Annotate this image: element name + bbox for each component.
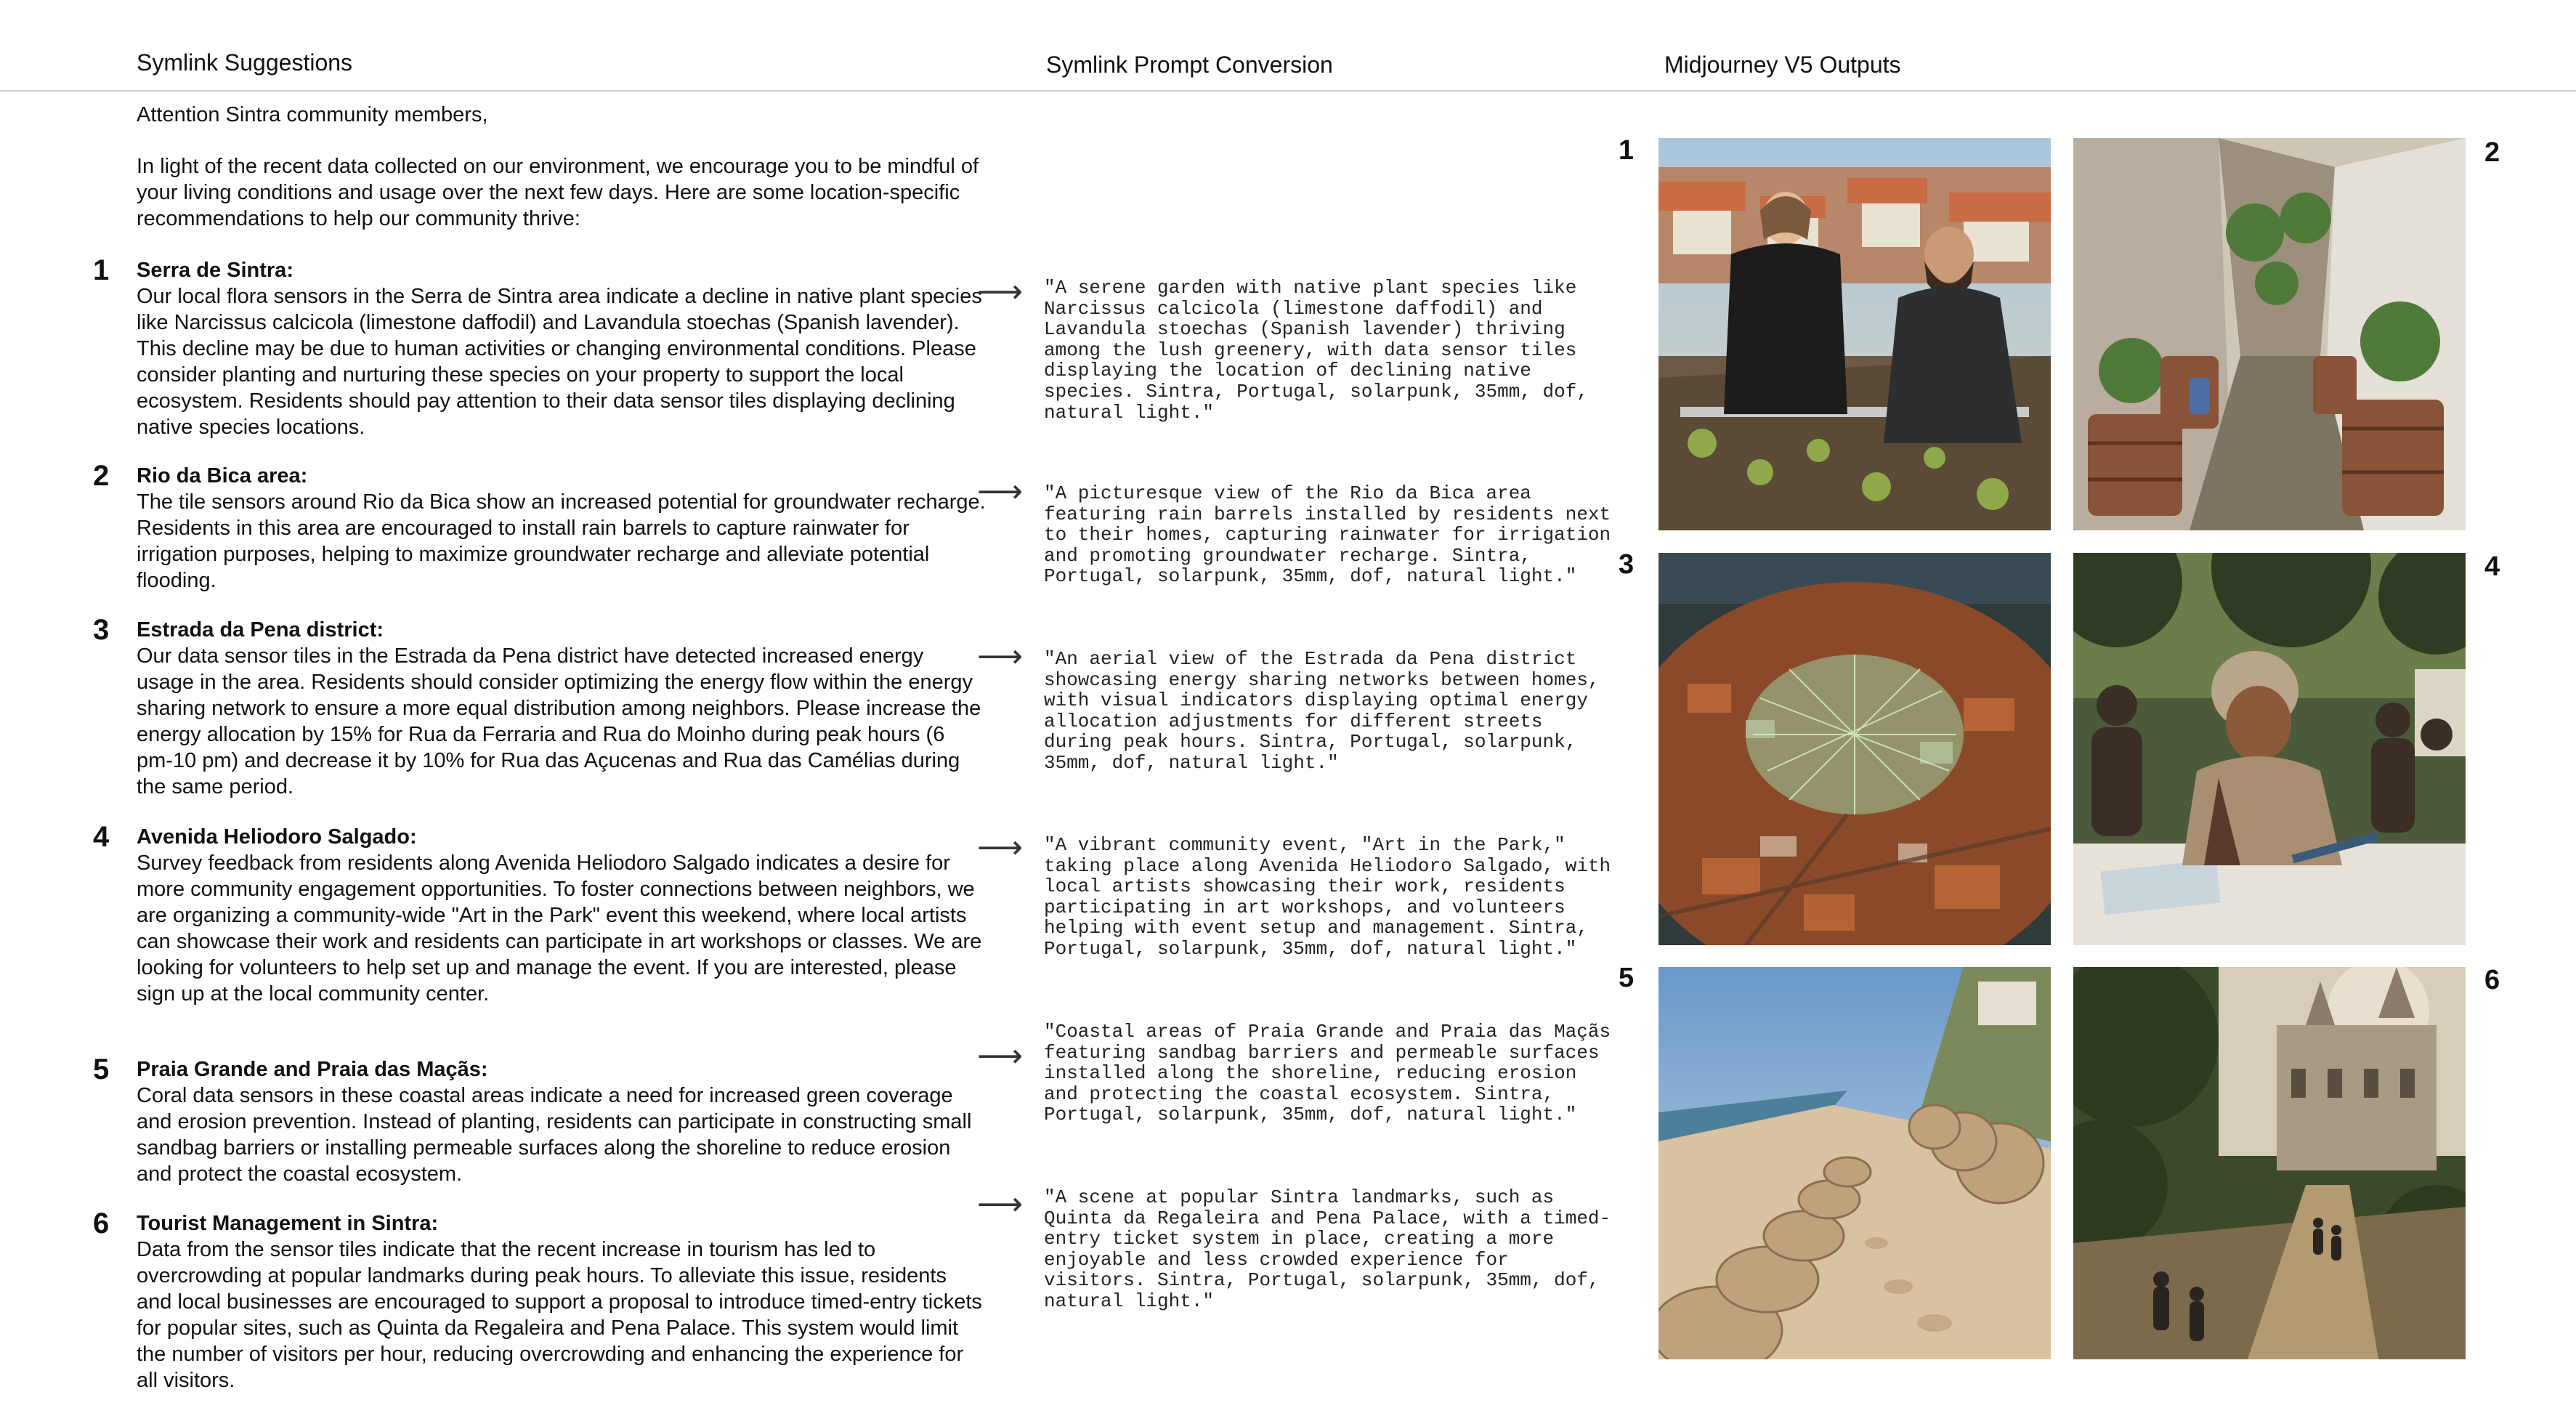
arrow-right-icon: ⟶ bbox=[977, 474, 1024, 509]
section-estrada-da-pena bbox=[137, 617, 987, 800]
section-title: Rio da Bica area: bbox=[137, 464, 308, 487]
section-number: 5 bbox=[93, 1053, 110, 1085]
section-avenida-heliodoro-salgado bbox=[137, 824, 987, 1007]
rain-barrels-photo-icon bbox=[2073, 138, 2466, 530]
conversion-header: Symlink Prompt Conversion bbox=[1046, 52, 1333, 78]
section-praia-grande bbox=[137, 1056, 987, 1187]
section-body: Survey feedback from residents along Avenida Heliodoro Salgado indicates a desire for more community engagement opportunities. To foster connections between neighbors, we are organizing a community-wide "Art in the Park" event this weekend, where local artists can showcase their work and residents can participate in art workshops or classes. We are looking for volunteers to help set up and manage the event. If you are interested, please sign up at the local community center. bbox=[137, 851, 982, 1006]
prompt-text: "Coastal areas of Praia Grande and Praia das Maçãs featuring sandbag barriers and permeable surfaces installed along the shoreline, reducing erosion and protecting the coastal ecosystem. Sintra, Portugal, solarpunk, 35mm, dof, natural light." bbox=[1044, 1021, 1622, 1126]
section-rio-da-bica bbox=[137, 463, 987, 594]
intro-greeting: Attention Sintra community members, bbox=[137, 103, 488, 126]
palace-visitors-photo-icon bbox=[2073, 967, 2466, 1359]
header-divider bbox=[0, 90, 2576, 92]
intro-paragraph: In light of the recent data collected on our environment, we encourage you to be mindful of your living conditions and usage over the next few days. Here are some location-specific recommendations to help our community thrive: bbox=[137, 155, 979, 230]
prompt-text: "A picturesque view of the Rio da Bica area featuring rain barrels installed by residents next to their homes, capturing rainwater for irrigation and promoting groundwater recharge. Sintra, Portugal, solarpunk, 35mm, dof, natural light." bbox=[1044, 482, 1622, 588]
section-body: Coral data sensors in these coastal areas indicate a need for increased green coverage and erosion prevention. Instead of planting, residents can participate in constructing small sandbag barriers or installing permeable surfaces along the shoreline to reduce erosion and protect the coastal ecosystem. bbox=[137, 1084, 972, 1186]
aerial-city-photo-icon bbox=[1658, 553, 2051, 945]
section-number: 4 bbox=[93, 821, 110, 853]
section-title: Serra de Sintra: bbox=[137, 259, 293, 282]
section-body: Our local flora sensors in the Serra de Sintra area indicate a decline in native plant species like Narcissus calcicola (limestone daffodil) and Lavandula stoechas (Spanish lavender). This decline may be due to human activities or changing environmental conditions. Please consider planting and nurturing these species on your property to support the local ecosystem. Residents should pay attention to their data sensor tiles displaying declining native species locations. bbox=[137, 285, 982, 439]
prompt-text: "An aerial view of the Estrada da Pena district showcasing energy sharing networks between homes, with visual indicators displaying optimal energy allocation adjustments for different streets during peak hours. Sintra, Portugal, solarpunk, 35mm, dof, natural light." bbox=[1044, 648, 1611, 774]
section-number: 1 bbox=[93, 254, 110, 286]
output-number: 6 bbox=[2484, 965, 2500, 995]
section-body: The tile sensors around Rio da Bica show an increased potential for groundwater recharge. Residents in this area are encouraged to install rain barrels to capture rainwater for irrigation purposes, helping to maximize groundwater recharge and alleviate potential flooding. bbox=[137, 490, 986, 592]
outputs-header: Midjourney V5 Outputs bbox=[1664, 52, 1901, 78]
prompt-text: "A vibrant community event, "Art in the Park," taking place along Avenida Heliodoro Salgado, with local artists showcasing their work, residents participating in art workshops, and volunteers helping with event setup and management. Sintra, Portugal, solarpunk, 35mm, dof, natural light." bbox=[1044, 834, 1622, 960]
sandbag-beach-photo-icon bbox=[1658, 967, 2051, 1359]
prompt-text: "A serene garden with native plant species like Narcissus calcicola (limestone daffodil) and Lavandula stoechas (Spanish lavender) thriving among the lush greenery, with data sensor tiles displaying the location of declining native species. Sintra, Portugal, solarpunk, 35mm, dof, natural light." bbox=[1044, 277, 1600, 424]
suggestions-header: Symlink Suggestions bbox=[137, 49, 353, 76]
section-number: 3 bbox=[93, 614, 110, 646]
arrow-right-icon: ⟶ bbox=[977, 1186, 1024, 1222]
section-title: Estrada da Pena district: bbox=[137, 618, 384, 642]
section-body: Data from the sensor tiles indicate that the recent increase in tourism has led to overcrowding at popular landmarks during peak hours. To alleviate this issue, residents and local businesses are encouraged to support a proposal to introduce timed-entry tickets for popular sites, such as Quinta da Regaleira and Pena Palace. This system would limit the number of visitors per hour, reducing overcrowding and enhancing the experience for all visitors. bbox=[137, 1238, 982, 1392]
section-title: Tourist Management in Sintra: bbox=[137, 1212, 439, 1235]
prompt-text: "A scene at popular Sintra landmarks, such as Quinta da Regaleira and Pena Palace, with a timed-entry ticket system in place, creating a more enjoyable and less crowded experience for visitors. Sintra, Portugal, solarpunk, 35mm, dof, natural light." bbox=[1044, 1186, 1611, 1312]
output-number: 5 bbox=[1619, 963, 1635, 993]
section-number: 6 bbox=[93, 1207, 110, 1239]
art-event-photo-icon bbox=[2073, 553, 2466, 945]
arrow-right-icon: ⟶ bbox=[977, 639, 1024, 674]
output-number: 3 bbox=[1619, 549, 1635, 580]
output-number: 2 bbox=[2484, 137, 2500, 168]
output-number: 1 bbox=[1619, 135, 1635, 166]
garden-photo-icon bbox=[1658, 138, 2051, 530]
section-title: Avenida Heliodoro Salgado: bbox=[137, 825, 417, 849]
section-serra-de-sintra bbox=[137, 257, 987, 440]
arrow-right-icon: ⟶ bbox=[977, 1038, 1024, 1074]
arrow-right-icon: ⟶ bbox=[977, 830, 1024, 865]
section-number: 2 bbox=[93, 460, 110, 492]
output-number: 4 bbox=[2484, 551, 2500, 582]
arrow-right-icon: ⟶ bbox=[977, 274, 1024, 310]
section-body: Our data sensor tiles in the Estrada da Pena district have detected increased energy usage in the area. Residents should consider optimizing the energy flow within the energy sharing network to ensure a more equal distribution among neighbors. Please increase the energy allocation by 15% for Rua da Ferraria and Rua do Moinho during peak hours (6 pm-10 pm) and decrease it by 10% for Rua das Açucenas and Rua das Camélias during the same period. bbox=[137, 644, 981, 798]
section-tourist-management bbox=[137, 1210, 987, 1393]
section-title: Praia Grande and Praia das Maçãs: bbox=[137, 1058, 488, 1081]
